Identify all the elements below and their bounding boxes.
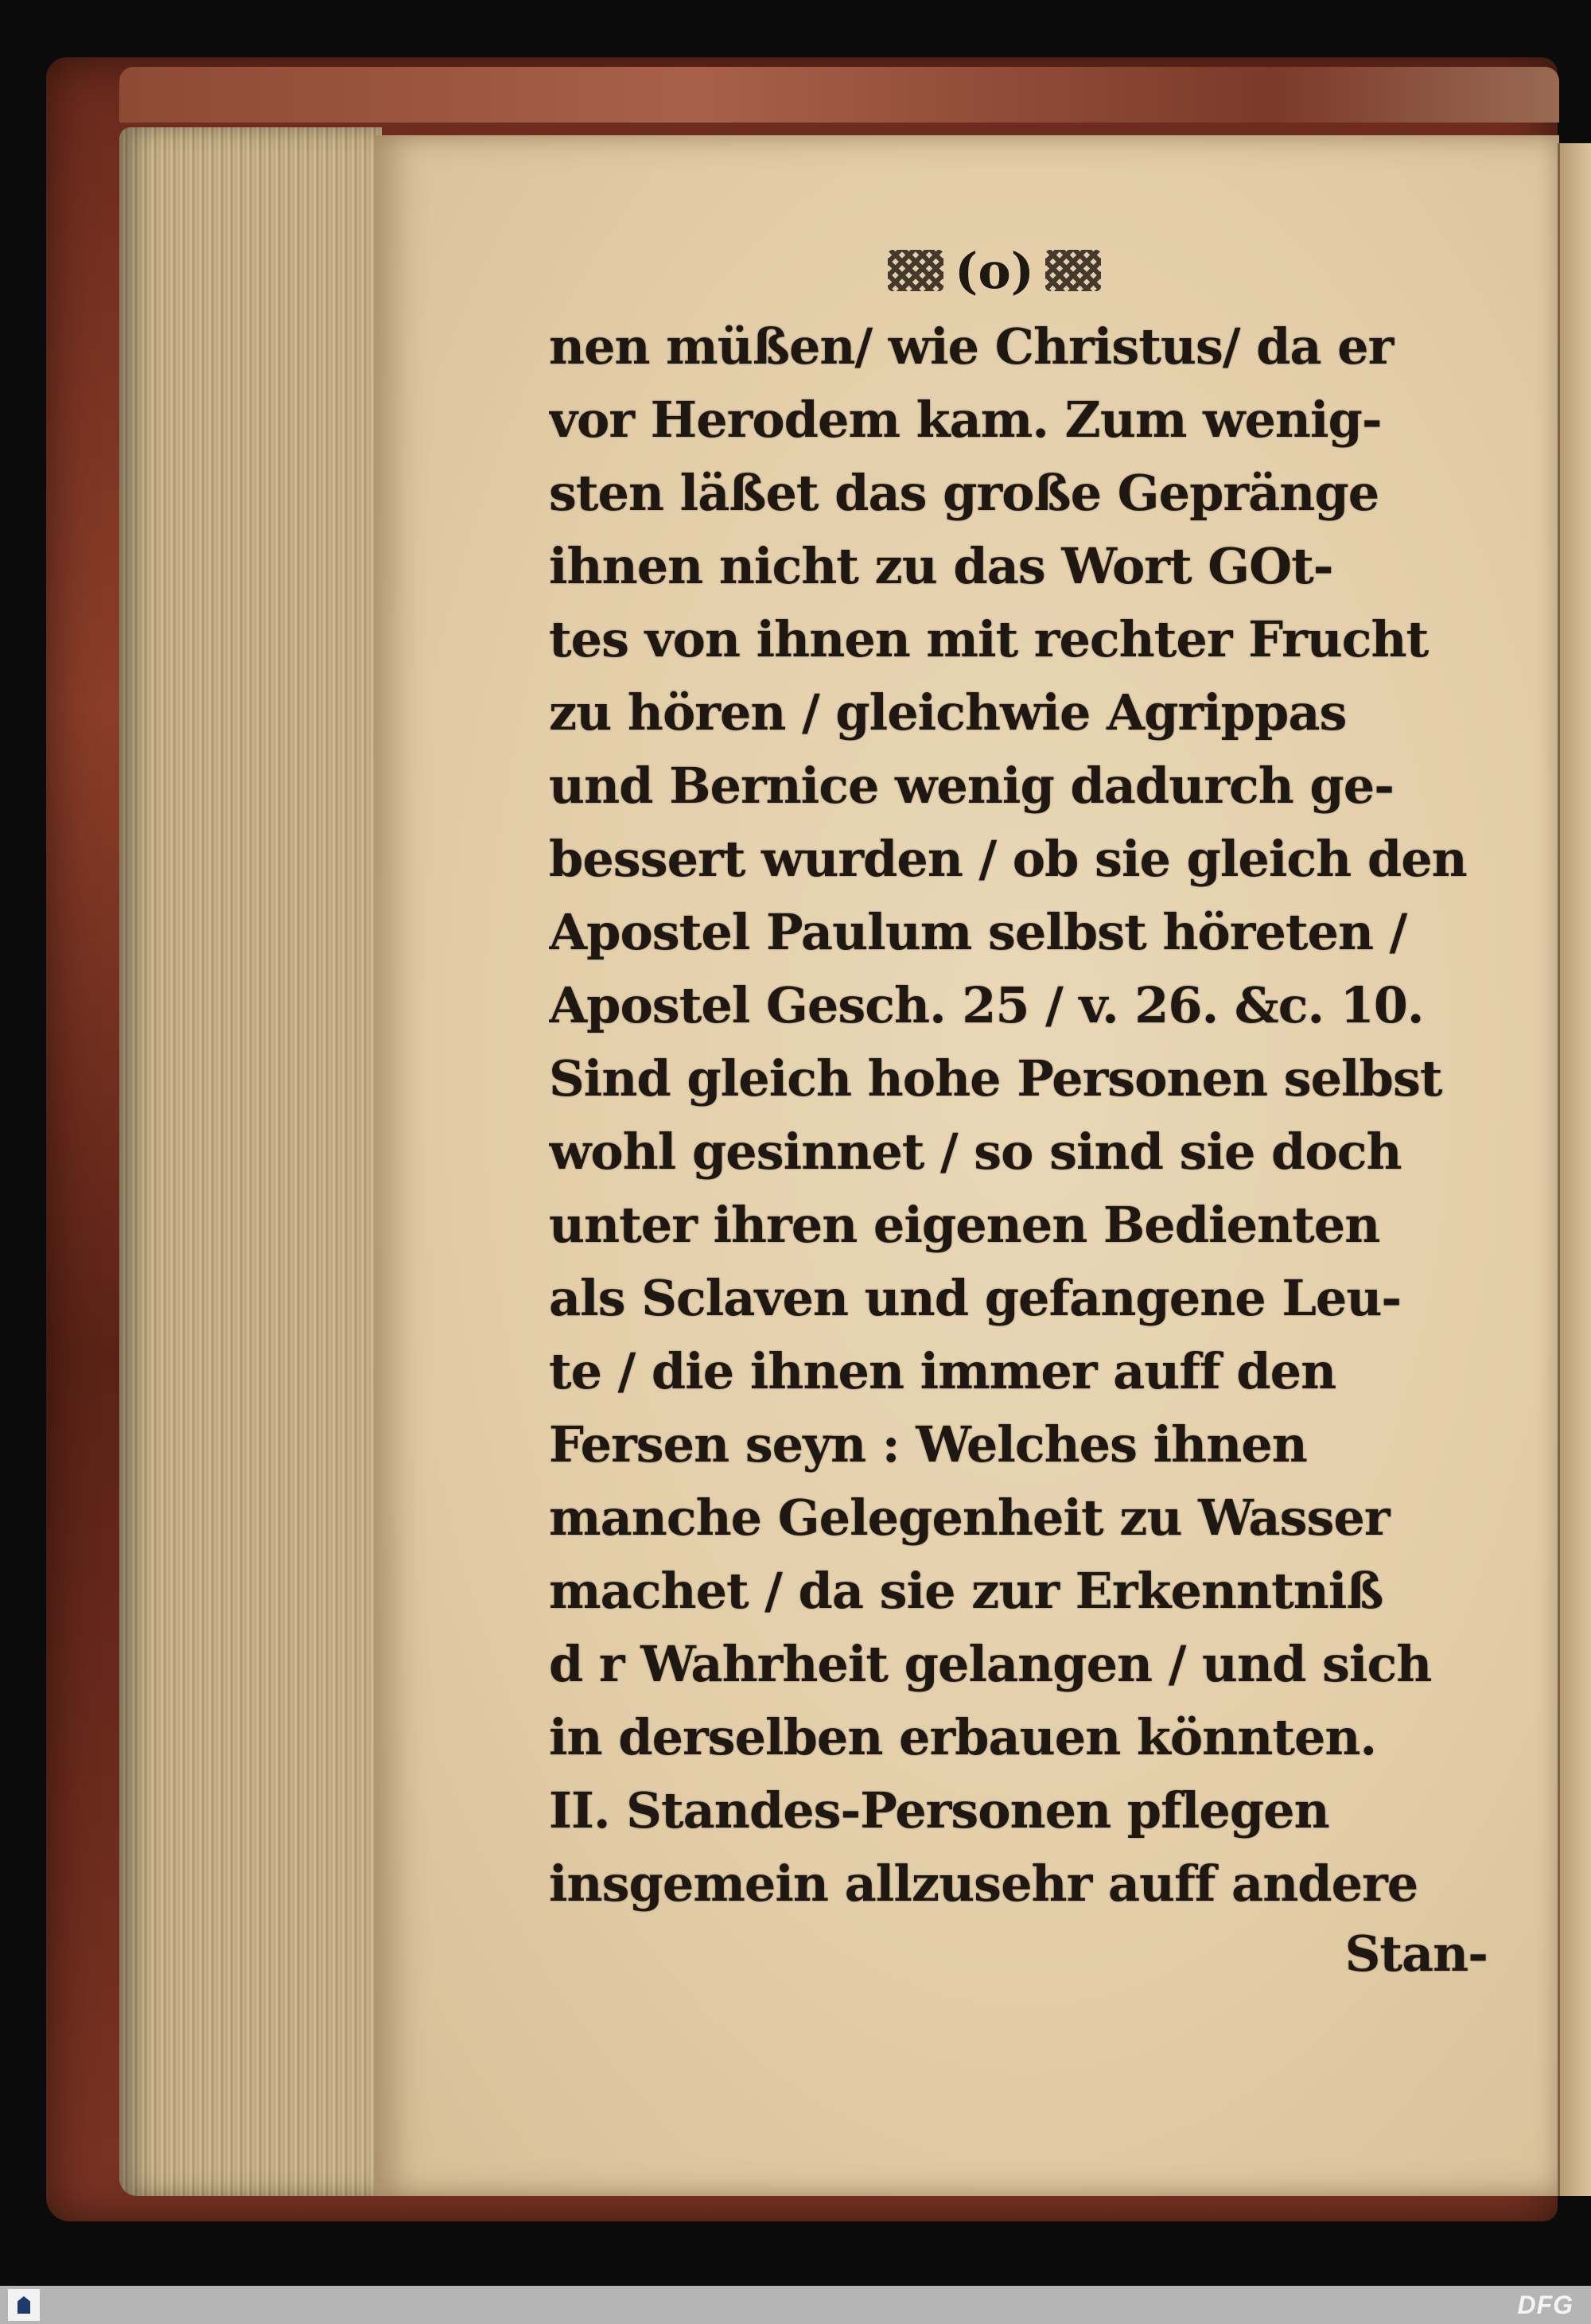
ornament-icon xyxy=(888,250,943,291)
text-line: machet / da sie zur Erkenntniß xyxy=(549,1562,1383,1620)
text-line: bessert wurden / ob sie gleich den xyxy=(549,830,1467,888)
facing-page-edge xyxy=(1558,143,1591,2196)
text-line: vor Herodem kam. Zum wenig- xyxy=(549,391,1382,449)
text-line: d r Wahrheit gelangen / und sich xyxy=(549,1635,1432,1693)
book-cover-top-edge xyxy=(119,67,1559,123)
text-line: Apostel Gesch. 25 / v. 26. &c. 10. xyxy=(549,976,1424,1034)
text-line: tes von ihnen mit rechter Frucht xyxy=(549,610,1429,668)
library-logo-mark xyxy=(18,2296,30,2314)
text-line: Fersen seyn : Welches ihnen xyxy=(549,1415,1307,1473)
text-line: ihnen nicht zu das Wort GOt- xyxy=(549,537,1333,595)
text-line: te / die ihnen immer auff den xyxy=(549,1342,1336,1400)
page-marker: (o) xyxy=(954,241,1035,300)
text-line: nen müßen/ wie Christus/ da er xyxy=(549,317,1394,376)
text-line: manche Gelegenheit zu Wasser xyxy=(549,1489,1390,1547)
text-line: wohl gesinnet / so sind sie doch xyxy=(549,1123,1402,1181)
text-line: Apostel Paulum selbst höreten / xyxy=(549,903,1407,961)
library-logo-icon[interactable] xyxy=(8,2289,40,2321)
dfg-logo[interactable]: DFG xyxy=(1517,2290,1573,2319)
text-line: in derselben erbauen könnten. xyxy=(549,1708,1377,1766)
text-line: sten läßet das große Gepränge xyxy=(549,464,1379,522)
text-line: II. Standes-Personen pflegen xyxy=(549,1781,1329,1839)
text-line: zu hören / gleichwie Agrippas xyxy=(549,683,1347,742)
page-header xyxy=(843,239,1146,302)
text-line: insgemein allzusehr auff andere xyxy=(549,1855,1418,1913)
text-line: und Bernice wenig dadurch ge- xyxy=(549,757,1394,815)
text-line: als Sclaven und gefangene Leu- xyxy=(549,1269,1402,1327)
text-block xyxy=(549,310,1488,1989)
viewer-footer-bar xyxy=(0,2286,1591,2324)
page-edges xyxy=(119,127,382,2196)
ornament-icon xyxy=(1045,250,1101,291)
text-line: unter ihren eigenen Bedienten xyxy=(549,1196,1380,1254)
catchword: Stan- xyxy=(1344,1925,1488,1983)
text-line: Sind gleich hohe Personen selbst xyxy=(549,1049,1442,1108)
